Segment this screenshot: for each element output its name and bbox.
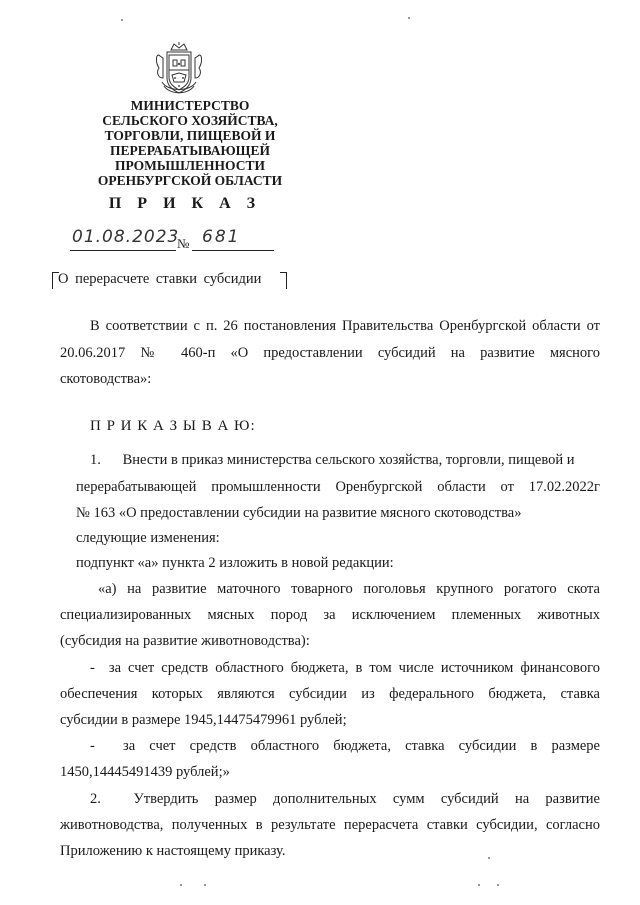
item2-line: животноводства, полученных в результате перерасчета ставки субсидии, согласно xyxy=(60,817,600,833)
document-subject: О перерасчете ставки субсидии xyxy=(58,271,262,287)
scan-speck xyxy=(180,884,182,886)
header-line: ТОРГОВЛИ, ПИЩЕВОЙ И xyxy=(104,128,276,143)
document-type-title: П Р И К А З xyxy=(108,195,262,212)
number-label: № xyxy=(177,236,190,251)
preamble-line: скотоводства»: xyxy=(60,371,152,387)
handwritten-date: 01.08.2023 xyxy=(72,227,180,247)
sub-a-line: специализированных мясных пород за исключением племенных животных xyxy=(60,607,600,623)
header-line: ПРОМЫШЛЕННОСТИ xyxy=(115,158,265,173)
header-line: ПЕРЕРАБАТЫВАЮЩЕЙ xyxy=(109,143,271,158)
bullet1-line: субсидии в размере 1945,14475479961 рублей; xyxy=(60,712,347,728)
bullet1-line: обеспечения которых являются субсидии из федерального бюджета, ставка xyxy=(60,686,600,702)
scan-speck xyxy=(204,884,206,886)
item1-line: 1. Внести в приказ министерства сельского хозяйства, торговли, пищевой и xyxy=(90,452,575,468)
header-line: СЕЛЬСКОГО ХОЗЯЙСТВА, xyxy=(102,113,278,128)
item1-line: № 163 «О предоставлении субсидии на развитие мясного скотоводства» xyxy=(76,505,522,521)
item2-line: Приложению к настоящему приказу. xyxy=(60,843,286,859)
preamble-line: 20.06.2017 № 460-п «О предоставлении субсидий на развитие мясного xyxy=(60,345,600,361)
item1-line: перерабатывающей промышленности Оренбургской области от 17.02.2022г xyxy=(76,479,600,495)
item1-line: подпункт «а» пункта 2 изложить в новой редакции: xyxy=(76,555,394,571)
scan-speck xyxy=(497,884,499,886)
preamble-line: В соответствии с п. 26 постановления Правительства Оренбургской области от xyxy=(90,318,600,334)
scan-speck xyxy=(121,19,123,21)
date-underline xyxy=(70,250,176,251)
order-word: П Р И К А З Ы В А Ю: xyxy=(90,418,256,434)
item1-line: следующие изменения: xyxy=(76,530,220,546)
coat-of-arms-icon xyxy=(154,42,204,98)
scan-speck xyxy=(408,17,410,19)
ministry-header xyxy=(60,98,320,188)
scan-speck xyxy=(488,857,490,859)
header-line: МИНИСТЕРСТВО xyxy=(130,98,250,113)
number-underline xyxy=(192,250,274,251)
bullet2-line: 1450,14445491439 рублей;» xyxy=(60,764,230,780)
subject-bracket-right xyxy=(280,272,287,289)
sub-a-line: (субсидия на развитие животноводства): xyxy=(60,633,310,649)
handwritten-number: 681 xyxy=(202,227,241,247)
item2-line: 2. Утвердить размер дополнительных сумм субсидий на развитие xyxy=(90,791,600,807)
scan-speck xyxy=(478,884,480,886)
sub-a-line: «а) на развитие маточного товарного поголовья крупного рогатого скота xyxy=(98,581,600,597)
bullet1-line: - за счет средств областного бюджета, в том числе источником финансового xyxy=(90,660,600,676)
header-line: ОРЕНБУРГСКОЙ ОБЛАСТИ xyxy=(97,173,283,188)
bullet2-line: - за счет средств областного бюджета, ставка субсидии в размере xyxy=(90,738,600,754)
